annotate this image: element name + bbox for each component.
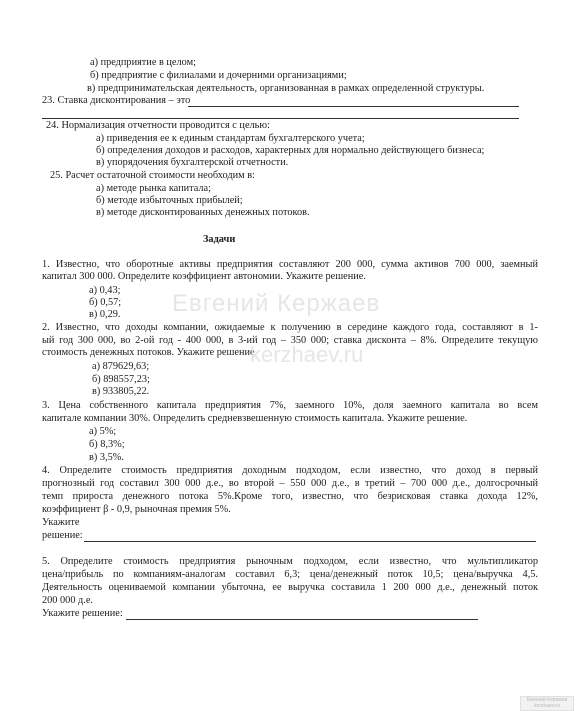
task2-option-b: б) 898557,23;	[92, 374, 150, 385]
task4-line2: прогнозный год составил 300 000 д.е., во второй – 550 000 д.е., в третий – 700 000 д.е., долгосрочный	[42, 478, 538, 489]
watermark-stamp	[520, 696, 574, 711]
q25-question: 25. Расчет остаточной стоимости необходим в:	[50, 170, 255, 181]
task3-option-a: а) 5%;	[89, 426, 117, 437]
q24-option-c: в) упорядочения бухгалтерской отчетности.	[96, 157, 289, 168]
q25-option-c: в) методе дисконтированных денежных потоков.	[96, 207, 310, 218]
q22-option-b: б) предприятие с филиалами и дочерними организациями;	[90, 70, 347, 81]
task2-line1: 2. Известно, что доходы компании, ожидаемые к получению в середине каждого года, составляют в 1-	[42, 322, 538, 333]
tasks-heading: Задачи	[203, 234, 236, 245]
task2-option-c: в) 933805,22.	[92, 386, 150, 397]
task2-line2: ый год 300 000, во 2-ой год - 400 000, в 3-ий год – 350 000; ставка дисконта – 8%. Определите текущую	[42, 335, 538, 346]
task5-line2: цена/прибыль по компаниям-аналогам составил 6,3; цена/денежный поток 10,5; цена/выручка 4,5.	[42, 569, 538, 580]
q25-option-b: б) методе избыточных прибылей;	[96, 195, 243, 206]
q23-answer-line	[188, 106, 519, 107]
q24-question: 24. Нормализация отчетности проводится с целью:	[46, 120, 270, 131]
task4-line6: решение:	[42, 530, 83, 541]
task2-line3: стоимость денежных потоков. Укажите решение.	[42, 347, 258, 358]
q24-option-b: б) определения доходов и расходов, характерных для нормально действующего бизнеса;	[96, 145, 485, 156]
task4-line5: Укажите	[42, 517, 80, 528]
task3-option-b: б) 8,3%;	[89, 439, 125, 450]
q25-option-a: а) методе рынка капитала;	[96, 183, 211, 194]
task3-line2: капитале компании 30%. Определить средневзвешенную стоимость капитала. Укажите решение.	[42, 413, 468, 424]
q22-option-a: а) предприятие в целом;	[90, 57, 196, 68]
task1-option-c: в) 0,29.	[89, 309, 121, 320]
task4-line1: 4. Определите стоимость предприятия доходным подходом, если известно, что доход в первый	[42, 465, 538, 476]
task5-line3: Деятельность оцениваемой компании убыточна, ее выручка составила 1 200 000 д.е., денежный поток	[42, 582, 538, 593]
task5-line4: 200 000 д.е.	[42, 595, 93, 606]
task1-line2: капитал 300 000. Определите коэффициент автономии. Укажите решение.	[42, 271, 366, 282]
q23-text: 23. Ставка дисконтирования – это	[42, 95, 191, 106]
task5-line5: Укажите решение:	[42, 608, 123, 619]
task4-answer-line	[84, 541, 536, 542]
q23-answer-line-2	[42, 118, 519, 119]
q22-option-c: в) предпринимательская деятельность, организованная в рамках определенной структуры.	[87, 83, 485, 94]
task1-option-b: б) 0,57;	[89, 297, 122, 308]
task1-line1: 1. Известно, что оборотные активы предприятия составляют 200 000, сумма активов 700 000, заемный	[42, 259, 538, 270]
stamp-line-2: kerzhaev.ru	[534, 703, 560, 709]
task5-line1: 5. Определите стоимость предприятия рыночным подходом, если известно, что мультипликатор	[42, 556, 538, 567]
q24-option-a: а) приведения ее к единым стандартам бухгалтерского учета;	[96, 133, 365, 144]
task4-line4: коэффициент β - 0,9, рыночная премия 5%.	[42, 504, 231, 515]
task1-option-a: а) 0,43;	[89, 285, 121, 296]
task3-option-c: в) 3,5%.	[89, 452, 124, 463]
task4-line3: темп прироста денежного потока 5%.Кроме того, известно, что безрисковая ставка дохода 12%,	[42, 491, 538, 502]
task3-line1: 3. Цена собственного капитала предприятия 7%, заемного 10%, доля заемного капитала во всем	[42, 400, 538, 411]
watermark-author: Евгений Кержаев	[172, 290, 381, 317]
task2-option-a: а) 879629,63;	[92, 361, 150, 372]
stamp-line-1: Евгений Кержаев	[526, 697, 568, 703]
task5-answer-line	[126, 619, 478, 620]
watermark-url: kerzhaev.ru	[250, 342, 364, 367]
